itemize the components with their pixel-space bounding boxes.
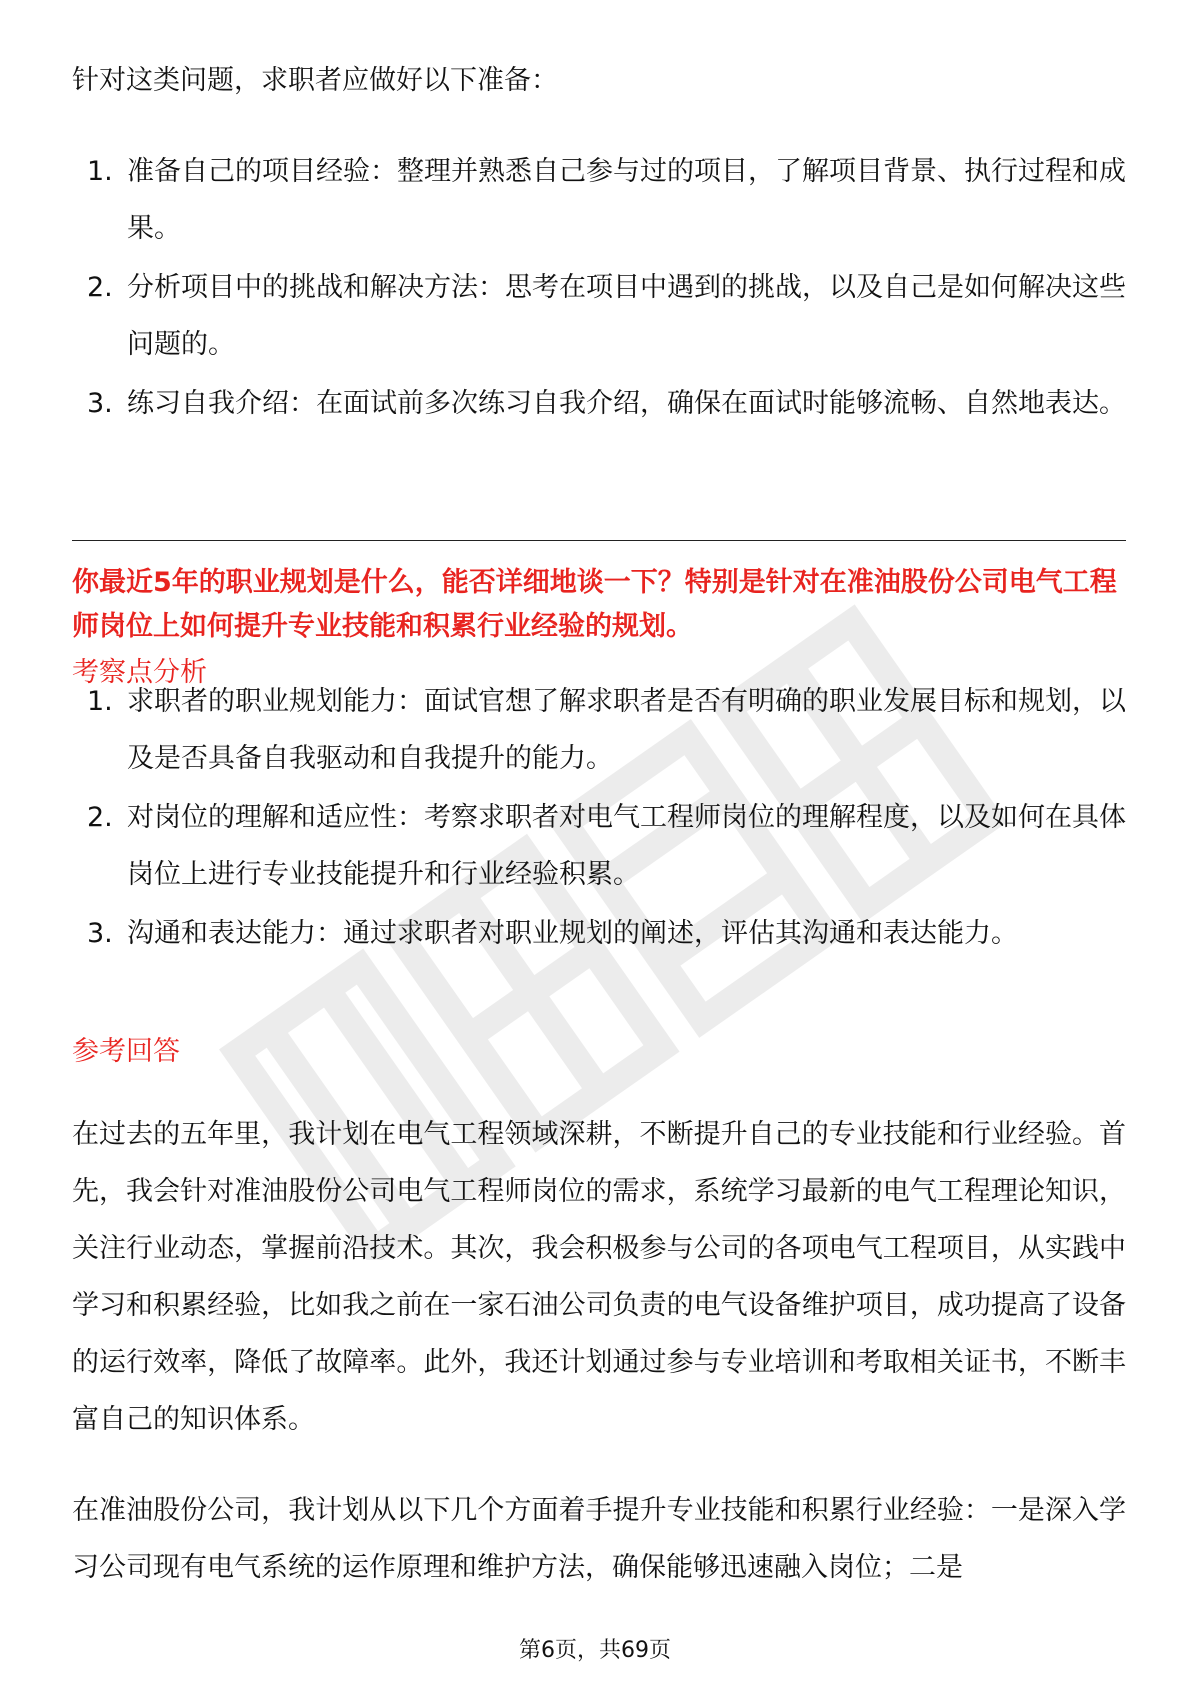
- list-number: 2.: [87, 272, 113, 303]
- answer-heading: 参考回答: [72, 1036, 180, 1067]
- analysis-heading: 考察点分析: [72, 657, 207, 688]
- list-number: 2.: [87, 802, 113, 833]
- page-footer: 第6页，共69页: [519, 1638, 671, 1663]
- list-number: 3.: [87, 388, 113, 419]
- list-item: [72, 673, 1126, 787]
- list-item-text: 对岗位的理解和适应性：考察求职者对电气工程师岗位的理解程度，以及如何在具体岗位上进行专业技能提升和行业经验积累。: [127, 802, 1126, 890]
- interview-question: 你最近5年的职业规划是什么，能否详细地谈一下？特别是针对在准油股份公司电气工程师岗位上如何提升专业技能和积累行业经验的规划。: [72, 567, 1117, 642]
- list-item: [72, 375, 1126, 432]
- list-item: [72, 143, 1126, 257]
- preparation-list: [72, 143, 1126, 434]
- list-item-text: 练习自我介绍：在面试前多次练习自我介绍，确保在面试时能够流畅、自然地表达。: [127, 388, 1126, 419]
- list-number: 1.: [87, 156, 113, 187]
- list-number: 1.: [87, 686, 113, 717]
- analysis-list: [72, 673, 1126, 964]
- answer-paragraph: 在准油股份公司，我计划从以下几个方面着手提升专业技能和积累行业经验：一是深入学习公司现有电气系统的运作原理和维护方法，确保能够迅速融入岗位；二是: [72, 1495, 1126, 1583]
- list-item-text: 沟通和表达能力：通过求职者对职业规划的阐述，评估其沟通和表达能力。: [127, 918, 1018, 949]
- section-divider: [72, 540, 1126, 541]
- list-item: [72, 259, 1126, 373]
- answer-paragraph: 在过去的五年里，我计划在电气工程领域深耕，不断提升自己的专业技能和行业经验。首先，我会针对准油股份公司电气工程师岗位的需求，系统学习最新的电气工程理论知识，关注行业动态，掌握前沿技术。其次，我会积极参与公司的各项电气工程项目，从实践中学习和积累经验，比如我之前在一家石油公司负责的电气设备维护项目，成功提高了设备的运行效率，降低了故障率。此外，我还计划通过参与专业培训和考取相关证书，不断丰富自己的知识体系。: [72, 1119, 1126, 1435]
- intro-text: 针对这类问题，求职者应做好以下准备：: [72, 65, 558, 96]
- list-item-text: 分析项目中的挑战和解决方法：思考在项目中遇到的挑战，以及自己是如何解决这些问题的。: [127, 272, 1126, 360]
- list-item-text: 求职者的职业规划能力：面试官想了解求职者是否有明确的职业发展目标和规划，以及是否具备自我驱动和自我提升的能力。: [127, 686, 1126, 774]
- list-item: [72, 789, 1126, 903]
- list-item-text: 准备自己的项目经验：整理并熟悉自己参与过的项目，了解项目背景、执行过程和成果。: [127, 156, 1126, 244]
- list-item: [72, 905, 1126, 962]
- list-number: 3.: [87, 918, 113, 949]
